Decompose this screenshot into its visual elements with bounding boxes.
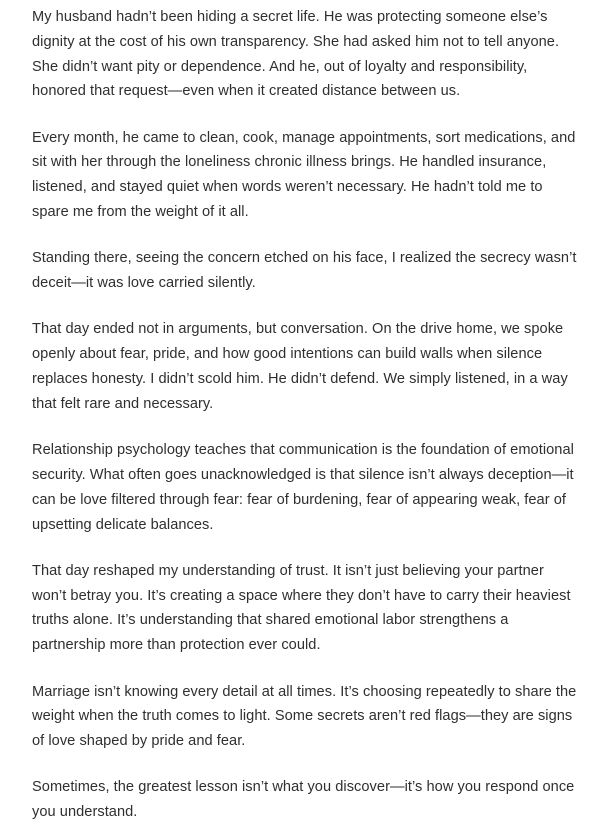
article-paragraph-6: That day reshaped my understanding of trust. It isn’t just believing your partner won’t betray you. It’s creating a space where they don’t have to carry their heaviest truths alone. It’s understanding that shared emotional labor strengthens a partnership more than protection ever could. [32,562,571,654]
article-paragraph-1: My husband hadn’t been hiding a secret life. He was protecting someone else’s dignity at the cost of his own transparency. She had asked him not to tell anyone. She didn’t want pity or dependence. And he, out of loyalty and responsibility, honored that request—even when it created distance between us. [32,9,560,100]
article-paragraph-5: Relationship psychology teaches that communication is the foundation of emotional security. What often goes unacknowledged is that silence isn’t always deception—it can be love filtered through fear: fear of burdening, fear of appearing weak, fear of upsetting delicate balances. [32,442,574,533]
article-body [32,5,580,825]
article-paragraph-8: Sometimes, the greatest lesson isn’t what you discover—it’s how you respond once you understand. [32,779,575,821]
article-paragraph-7: Marriage isn’t knowing every detail at all times. It’s choosing repeatedly to share the weight when the truth comes to light. Some secrets aren’t red flags—they are signs of love shaped by pride and fear. [32,683,577,750]
article-paragraph-4: That day ended not in arguments, but conversation. On the drive home, we spoke openly about fear, pride, and how good intentions can build walls when silence replaces honesty. I didn’t scold him. He didn’t defend. We simply listened, in a way that felt rare and necessary. [32,321,568,412]
article-paragraph-2: Every month, he came to clean, cook, manage appointments, sort medications, and sit with her through the loneliness chronic illness brings. He handled insurance, listened, and stayed quiet when words weren’t necessary. He hadn’t told me to spare me from the weight of it all. [32,129,576,221]
article-paragraph-3: Standing there, seeing the concern etched on his face, I realized the secrecy wasn’t deceit—it was love carried silently. [32,250,577,292]
